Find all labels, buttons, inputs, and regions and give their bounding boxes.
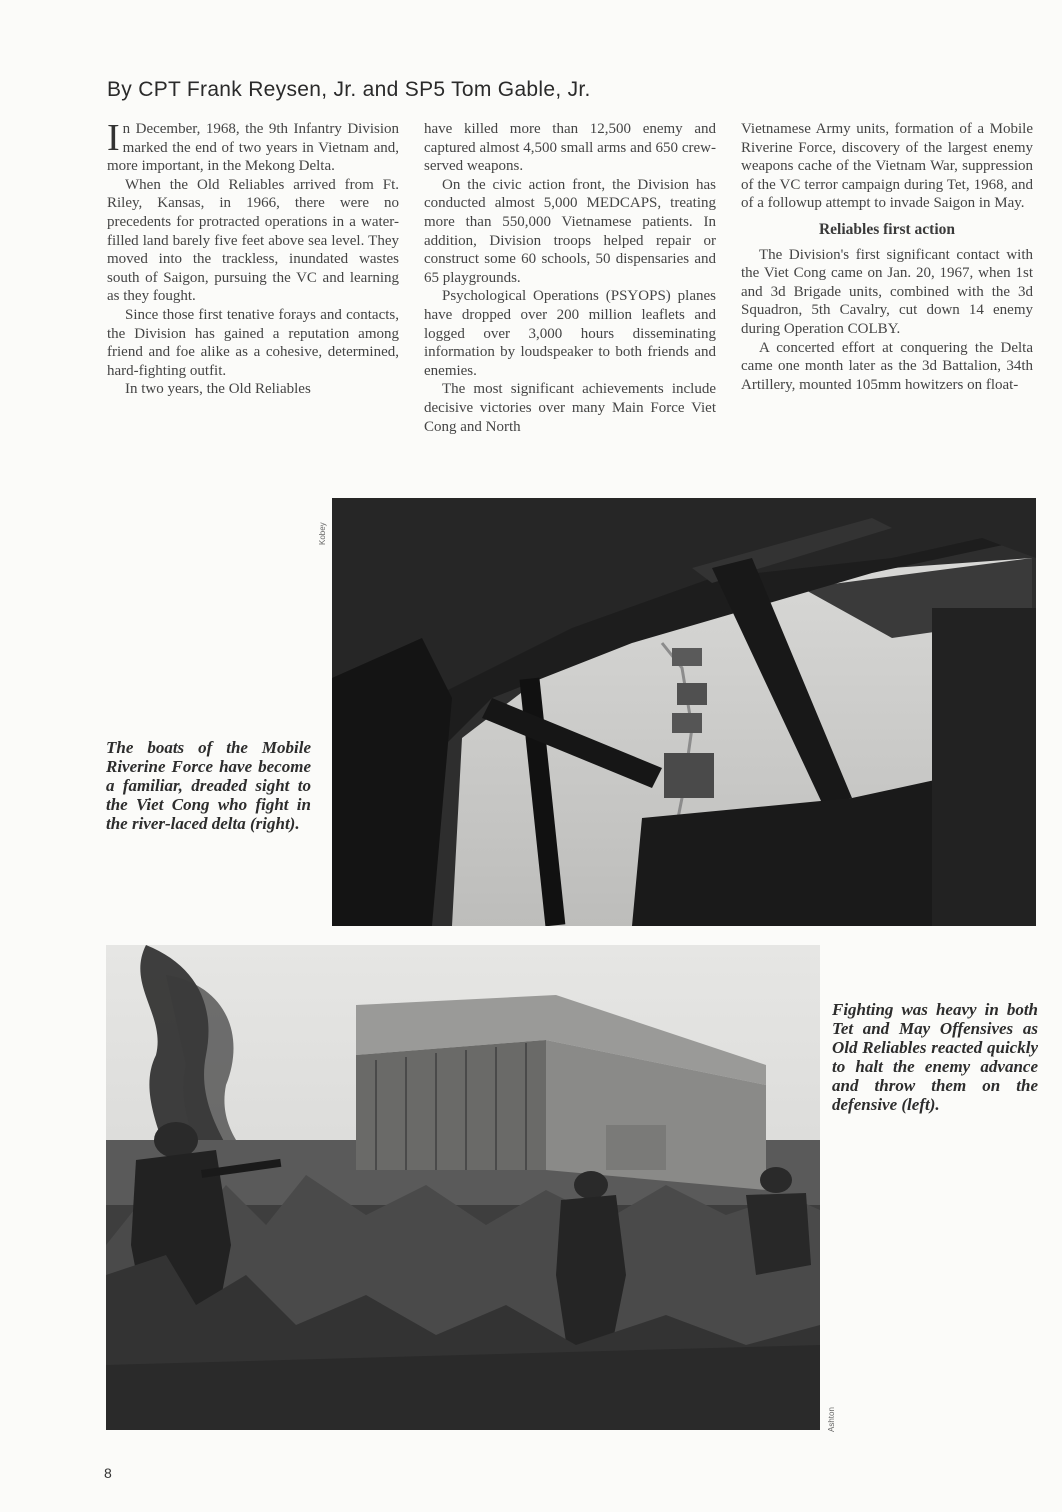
paragraph-text: n December, 1968, the 9th Infantry Division marked the end of two years in Vietnam and, more important, in the Mekong Delta. [107,121,399,175]
paragraph: In two years, the Old Reliables [125,381,311,398]
photo1-caption: The boats of the Mobile Riverine Force have become a familiar, dreaded sight to the Viet Cong who fight in the river-laced delta (right). [106,738,311,833]
photo-credit: Kobey [318,522,327,545]
paragraph: When the Old Reliables arrived from Ft. Riley, Kansas, in 1966, there were no precedents for protracted operations in a water-filled land barely five feet above sea level. They moved into the trackless, inundated wastes south of Saigon, pursuing the VC and learning as they fought. [107,176,399,305]
text-column-1 [107,117,399,399]
page-number: 8 [104,1465,112,1481]
soldiers-advance-photo [106,945,820,1430]
paragraph: The Division's first significant contact with the Viet Cong came on Jan. 20, 1967, when 1st and 3d Brigade units, combined with the 3d Squadron, 5th Cavalry, cut down 14 enemy during Operation COLBY. [741,246,1033,337]
paragraph [107,117,399,176]
paragraph: Since those first tenative forays and contacts, the Division has gained a reputation among friend and foe alike as a cohesive, determined, hard-fighting outfit. [107,306,399,379]
paragraph: Psychological Operations (PSYOPS) planes have dropped over 200 million leaflets and logged over 3,000 hours disseminating information by loudspeaker to both friends and enemies. [424,288,716,379]
text-column-3 [741,120,1033,394]
paragraph: have killed more than 12,500 enemy and captured almost 4,500 small arms and 650 crew-served weapons. [424,121,716,175]
paragraph: On the civic action front, the Division has conducted almost 5,000 MEDCAPS, treating more than 550,000 Vietnamese patients. In addition, Division troops helped repair or construct some 60 schools, 50 dispensaries and 65 playgrounds. [424,176,716,286]
riverine-boats-photo [332,498,1036,926]
section-subhead: Reliables first action [818,220,956,238]
paragraph: Vietnamese Army units, formation of a Mobile Riverine Force, discovery of the largest enemy weapons cache of the Vietnam War, suppression of the VC terror campaign during Tet, 1968, and of a followup attempt to invade Saigon in May. [741,121,1033,212]
photo2-caption: Fighting was heavy in both Tet and May Offensives as Old Reliables reacted quickly to halt the enemy advance and throw them on the defensive (left). [832,1000,1038,1114]
drop-cap: I [107,117,120,159]
text-column-2 [424,120,716,436]
paragraph: A concerted effort at conquering the Delta came one month later as the 3d Battalion, 34th Artillery, mounted 105mm howitzers on float- [741,339,1033,393]
photo-credit: Ashton [827,1407,836,1432]
article-byline: By CPT Frank Reysen, Jr. and SP5 Tom Gable, Jr. [107,78,591,101]
paragraph: The most significant achievements include decisive victories over many Main Force Viet Cong and North [424,381,716,435]
